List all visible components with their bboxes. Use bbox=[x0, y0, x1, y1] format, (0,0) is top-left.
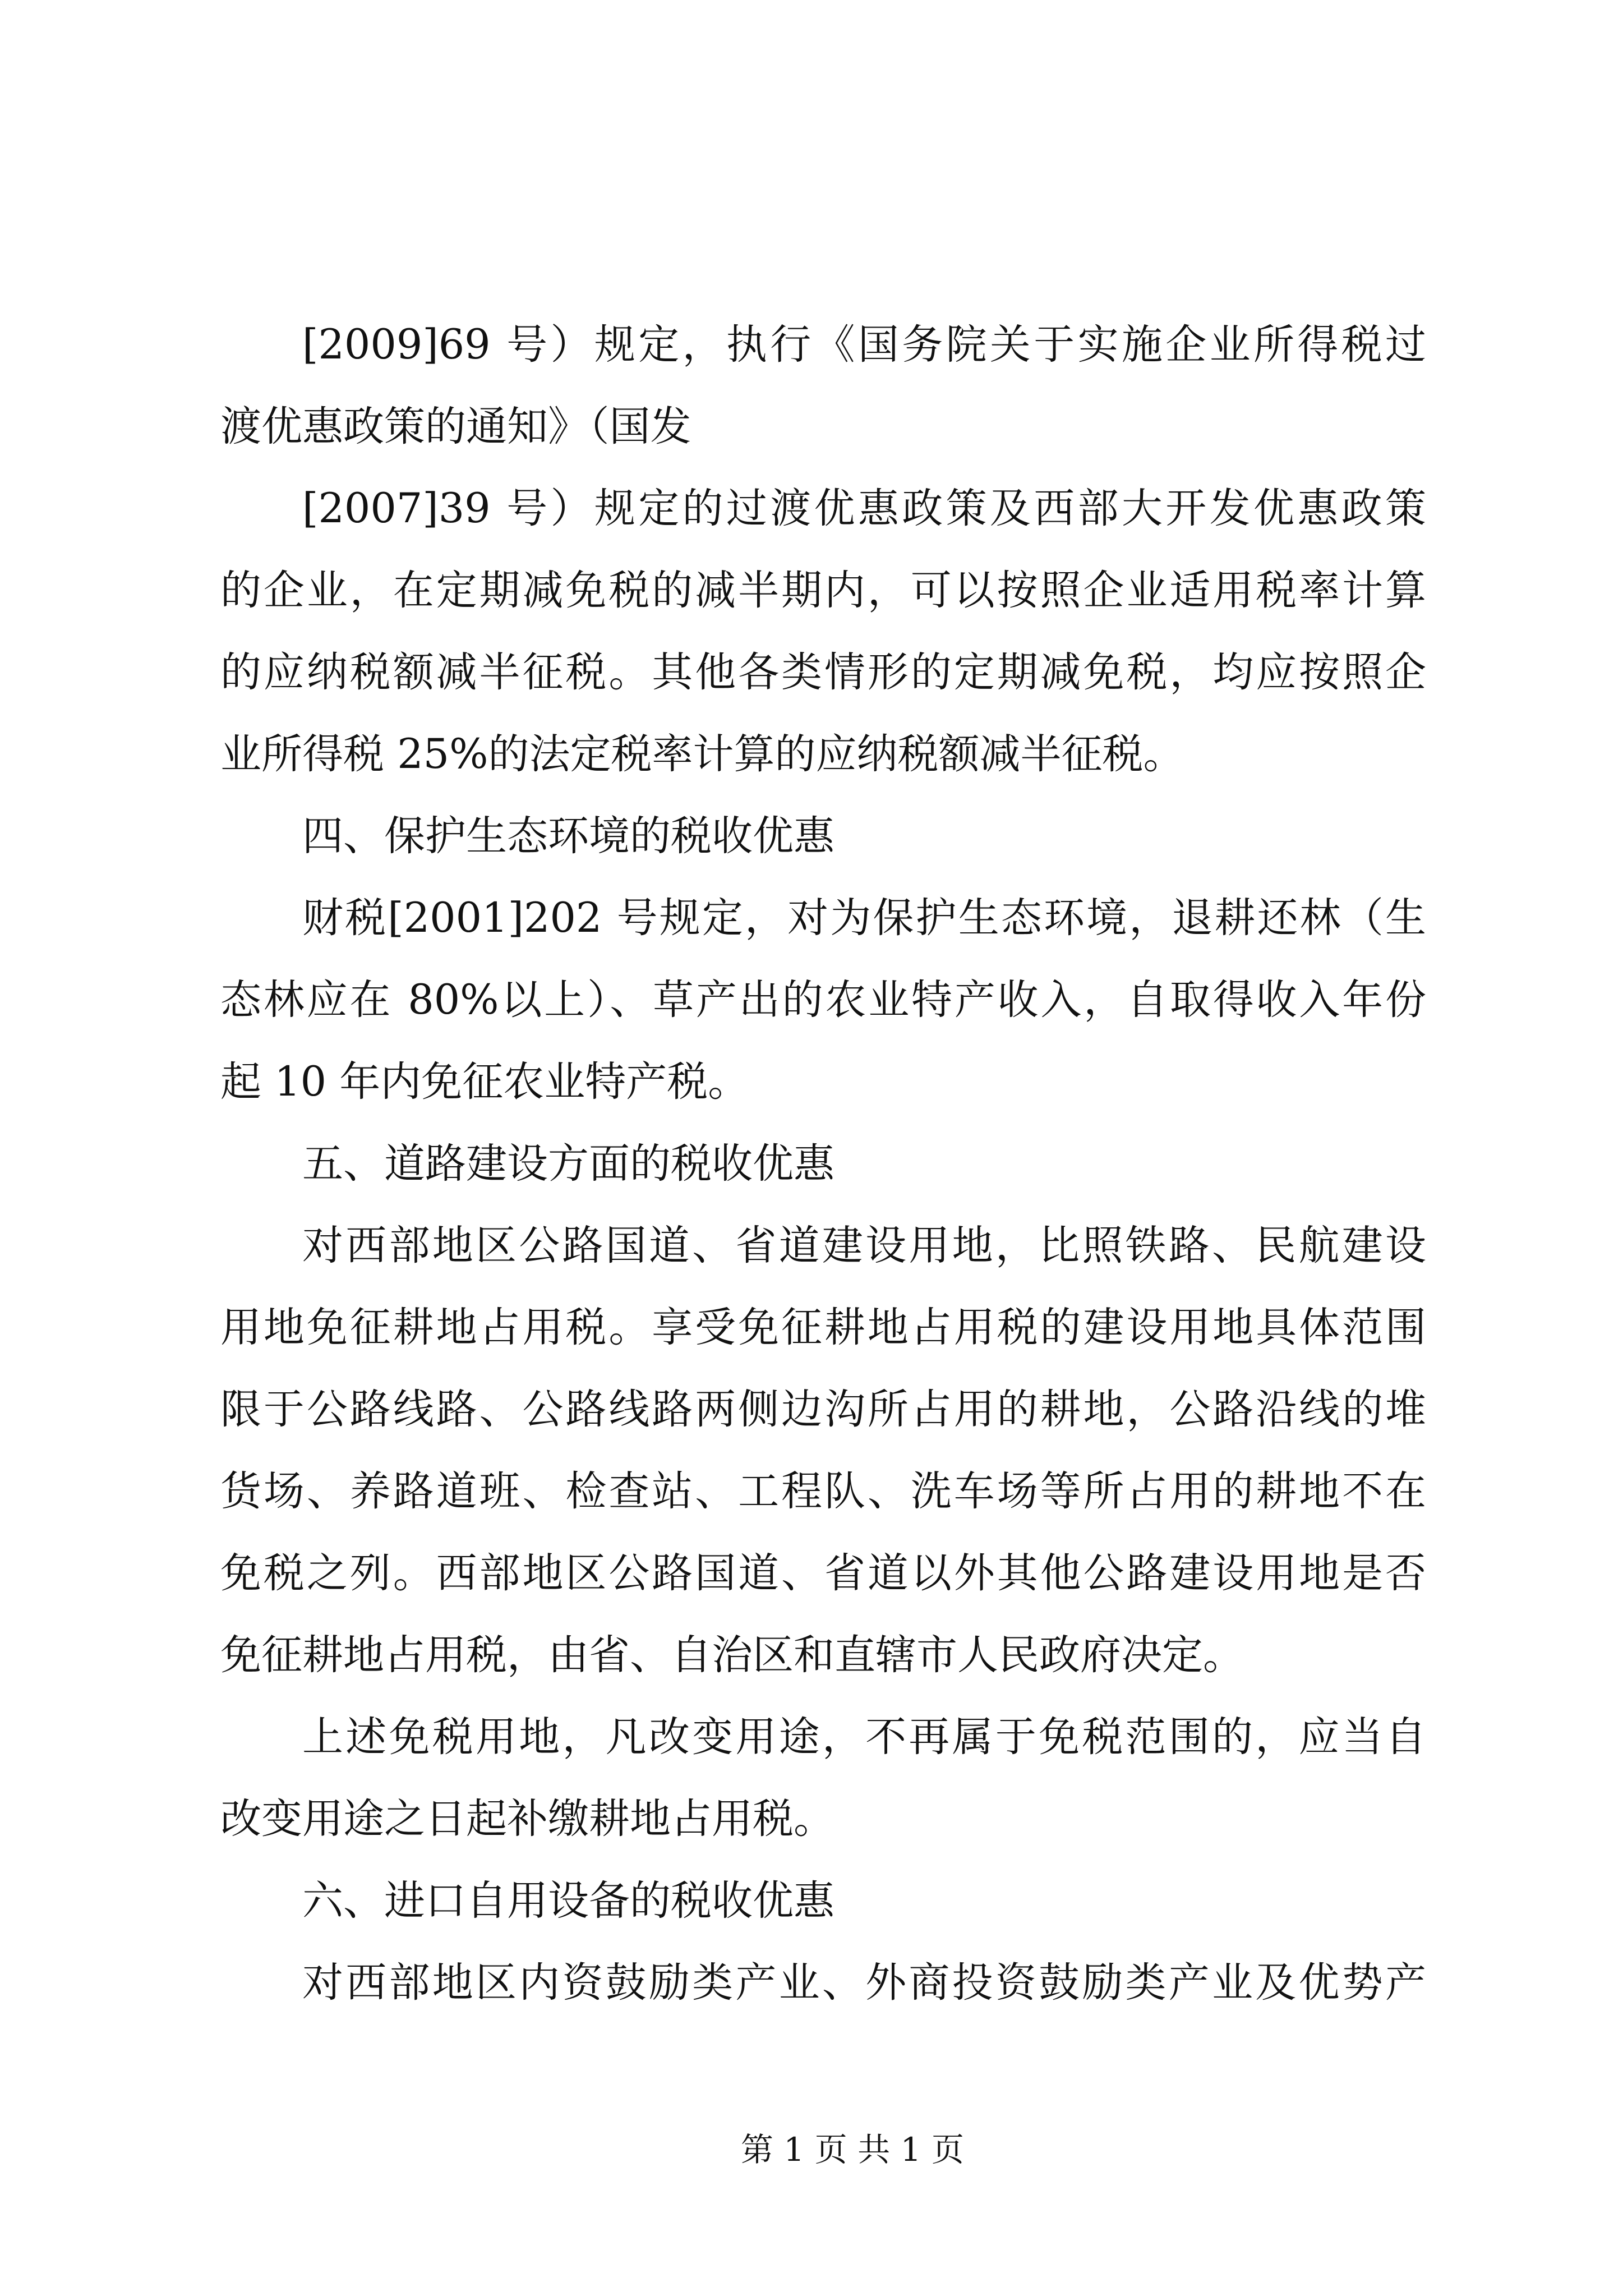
paragraph-line: 财税[2001]202 号规定，对为保护生态环境，退耕还林（生 bbox=[302, 894, 1426, 942]
paragraph-line: [2007]39 号）规定的过渡优惠政策及西部大开发优惠政策 bbox=[302, 485, 1426, 532]
paragraph-line: 免税之列。西部地区公路国道、省道以外其他公路建设用地是否 bbox=[220, 1549, 1426, 1597]
paragraph-line: 的企业，在定期减免税的减半期内，可以按照企业适用税率计算 bbox=[220, 567, 1426, 614]
section-heading-text: 五、道路建设方面的税收优惠 bbox=[302, 1140, 834, 1188]
section-heading bbox=[220, 795, 1426, 877]
section-heading-text: 六、进口自用设备的税收优惠 bbox=[302, 1877, 834, 1925]
paragraph-line: 上述免税用地，凡改变用途，不再属于免税范围的，应当自 bbox=[302, 1713, 1426, 1761]
paragraph-line: 用地免征耕地占用税。享受免征耕地占用税的建设用地具体范围 bbox=[220, 1304, 1426, 1351]
paragraph-line: 对西部地区公路国道、省道建设用地，比照铁路、民航建设 bbox=[302, 1222, 1426, 1269]
section-heading-text: 四、保护生态环境的税收优惠 bbox=[302, 812, 834, 860]
paragraph-line: 免征耕地占用税，由省、自治区和直辖市人民政府决定。 bbox=[220, 1631, 1244, 1679]
section-heading bbox=[220, 1123, 1426, 1205]
paragraph-line: 业所得税 25%的法定税率计算的应纳税额减半征税。 bbox=[220, 730, 1184, 778]
paragraph bbox=[220, 468, 1426, 795]
paragraph-line: 货场、养路道班、检查站、工程队、洗车场等所占用的耕地不在 bbox=[220, 1467, 1426, 1515]
paragraph-line: 限于公路线路、公路线路两侧边沟所占用的耕地，公路沿线的堆 bbox=[220, 1386, 1426, 1433]
page-number-footer: 第 1 页 共 1 页 bbox=[741, 2131, 964, 2169]
paragraph bbox=[220, 304, 1426, 468]
section-heading bbox=[220, 1860, 1426, 1942]
paragraph-line: 改变用途之日起补缴耕地占用税。 bbox=[220, 1795, 834, 1843]
paragraph bbox=[220, 1205, 1426, 1696]
paragraph-line: 态林应在 80%以上）、草产出的农业特产收入，自取得收入年份 bbox=[220, 976, 1426, 1024]
paragraph-line: 对西部地区内资鼓励类产业、外商投资鼓励类产业及优势产 bbox=[302, 1959, 1426, 2007]
paragraph bbox=[220, 877, 1426, 1123]
document-body bbox=[220, 304, 1426, 2024]
paragraph-line: 渡优惠政策的通知》（国发 bbox=[220, 403, 691, 450]
paragraph bbox=[220, 1942, 1426, 2024]
paragraph-line: 起 10 年内免征农业特产税。 bbox=[220, 1058, 749, 1106]
paragraph-line: 的应纳税额减半征税。其他各类情形的定期减免税，均应按照企 bbox=[220, 648, 1426, 696]
paragraph-line: [2009]69 号）规定，执行《国务院关于实施企业所得税过 bbox=[302, 321, 1426, 369]
paragraph bbox=[220, 1696, 1426, 1860]
